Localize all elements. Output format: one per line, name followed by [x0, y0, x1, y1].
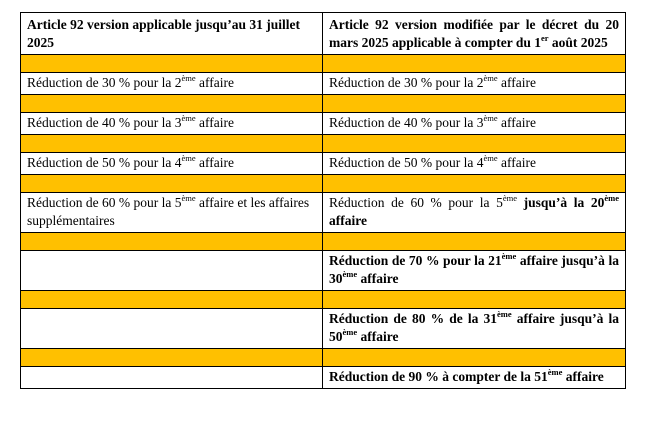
spacer-cell — [323, 349, 626, 367]
old-rule-text: Réduction de 60 % pour la 5 — [27, 195, 182, 210]
spacer-cell — [21, 95, 323, 113]
spacer-cell — [323, 55, 626, 73]
new-rule-text-end: affaire — [562, 369, 604, 384]
spacer-cell — [21, 55, 323, 73]
header-new-version — [323, 13, 626, 55]
spacer-row — [21, 135, 626, 153]
spacer-cell — [323, 135, 626, 153]
old-rule-text: Réduction de 40 % pour la 3 — [27, 115, 182, 130]
table-row — [21, 193, 626, 233]
new-rule-cell — [323, 113, 626, 135]
ordinal-sup: ème — [181, 192, 196, 203]
spacer-cell — [21, 291, 323, 309]
old-rule-cell — [21, 113, 323, 135]
ordinal-sup: ème — [181, 152, 196, 163]
spacer-row — [21, 349, 626, 367]
spacer-row — [21, 95, 626, 113]
new-rule-text: Réduction de 30 % pour la 2 — [329, 75, 484, 90]
table-header-row — [21, 13, 626, 55]
old-rule-cell — [21, 153, 323, 175]
old-rule-text-end: affaire — [195, 75, 234, 90]
header-new-text-a: Article 92 version modifiée par le décret du 20 mars 2025 applicable à compter du 1 — [329, 17, 619, 50]
new-rule-text: Réduction de 70 % pour la 21 — [329, 253, 502, 268]
new-rule-text: Réduction de 60 % pour la 5 — [329, 195, 503, 210]
old-rule-cell — [21, 73, 323, 95]
ordinal-sup: ème — [547, 366, 563, 377]
spacer-row — [21, 175, 626, 193]
ordinal-sup: ème — [502, 192, 518, 203]
spacer-cell — [323, 291, 626, 309]
spacer-row — [21, 55, 626, 73]
old-rule-cell — [21, 193, 323, 233]
ordinal-sup: ème — [181, 112, 196, 123]
table-row — [21, 367, 626, 389]
new-rule-cell — [323, 193, 626, 233]
table-row — [21, 113, 626, 135]
header-old-text: Article 92 version applicable jusqu’au 31 juillet 2025 — [27, 17, 300, 50]
spacer-cell — [323, 233, 626, 251]
ordinal-sup: ème — [604, 192, 619, 203]
spacer-cell — [21, 175, 323, 193]
table-row — [21, 73, 626, 95]
old-rule-text-end: affaire et les affaires supplémentaires — [27, 195, 310, 228]
new-rule-cell — [323, 251, 626, 291]
spacer-row — [21, 291, 626, 309]
spacer-cell — [21, 349, 323, 367]
ordinal-sup: ème — [483, 112, 498, 123]
old-rule-cell-empty — [21, 367, 323, 389]
spacer-cell — [323, 95, 626, 113]
new-rule-cell — [323, 367, 626, 389]
new-rule-bold-text: jusqu’à la 20 — [517, 195, 605, 210]
spacer-cell — [323, 175, 626, 193]
table-row — [21, 251, 626, 291]
spacer-cell — [21, 233, 323, 251]
new-rule-bold-text-end: affaire — [329, 213, 367, 228]
old-rule-cell-empty — [21, 309, 323, 349]
new-rule-cell — [323, 73, 626, 95]
old-rule-text-end: affaire — [195, 155, 234, 170]
ordinal-sup: ème — [342, 268, 358, 279]
header-old-version — [21, 13, 323, 55]
new-rule-cell — [323, 153, 626, 175]
ordinal-sup: ème — [342, 326, 358, 337]
old-rule-text: Réduction de 50 % pour la 4 — [27, 155, 182, 170]
old-rule-text: Réduction de 30 % pour la 2 — [27, 75, 182, 90]
ordinal-sup: ème — [181, 72, 196, 83]
spacer-cell — [21, 135, 323, 153]
table-row — [21, 153, 626, 175]
new-rule-text-end: affaire — [357, 329, 399, 344]
old-rule-cell-empty — [21, 251, 323, 291]
new-rule-text-mid: affaire jusqu’à la 30 — [329, 253, 619, 286]
header-new-text-b: août 2025 — [548, 35, 608, 50]
new-rule-text: Réduction de 50 % pour la 4 — [329, 155, 484, 170]
ordinal-sup: ème — [501, 250, 517, 261]
spacer-row — [21, 233, 626, 251]
new-rule-text-end: affaire — [497, 115, 536, 130]
old-rule-text-end: affaire — [195, 115, 234, 130]
new-rule-text: Réduction de 80 % de la 31 — [329, 311, 497, 326]
ordinal-sup: ème — [483, 72, 498, 83]
new-rule-text-end: affaire — [357, 271, 399, 286]
header-new-sup: er — [541, 32, 549, 43]
new-rule-text: Réduction de 90 % à compter de la 51 — [329, 369, 548, 384]
new-rule-text-end: affaire — [497, 75, 536, 90]
comparison-table — [20, 12, 626, 389]
new-rule-text-end: affaire — [497, 155, 536, 170]
table-row — [21, 309, 626, 349]
ordinal-sup: ème — [483, 152, 498, 163]
new-rule-text: Réduction de 40 % pour la 3 — [329, 115, 484, 130]
ordinal-sup: ème — [496, 308, 512, 319]
new-rule-cell — [323, 309, 626, 349]
new-rule-text-mid: affaire jusqu’à la 50 — [329, 311, 619, 344]
